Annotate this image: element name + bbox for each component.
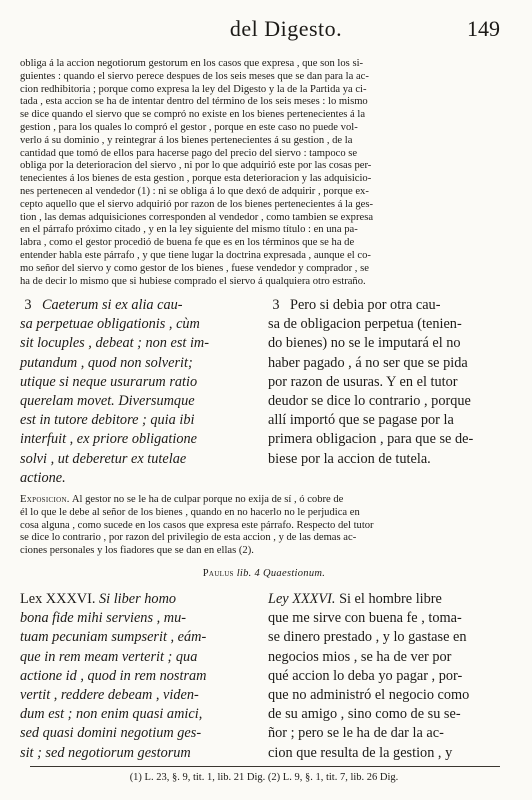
spanish-line: se dinero prestado , y lo gastase en [268, 629, 467, 646]
commentary-line: cepto aquello que el siervo adquirió por razon de los bienes pertenecientes á la ges- [20, 198, 373, 210]
latin-line: que in rem meam verterit ; qua [20, 648, 198, 665]
commentary-line: cantidad que tomó de ellos para hacerse pago del precio del siervo : tampoco se [20, 147, 358, 159]
latin-line: vertit , reddere debeam , viden- [20, 687, 199, 704]
commentary-line: se dice quando el siervo que se compró no existe en los bienes pertenecientes á la [20, 109, 366, 121]
latin-line: utique si neque usurarum ratio [20, 373, 198, 390]
exposition-line: él lo que le debe al señor de los bienes , quando en no hacerlo no le perjudica en [20, 506, 360, 518]
latin-line: querelam movet. Diversumque [20, 393, 195, 410]
spanish-line: negocios mios , se ha de ver por [268, 648, 452, 665]
latin-line: actione. [20, 469, 66, 486]
exposition-text: Al gestor no se le ha de culpar porque no exija de sí , ó cobre de [71, 494, 344, 505]
commentary-paragraph [20, 58, 508, 288]
running-head [60, 16, 512, 46]
source-attribution [20, 568, 508, 579]
latin-line: bona fide mihi serviens , mu- [20, 610, 186, 627]
spanish-line: por razon de usuras. Y en el tutor [268, 373, 458, 390]
page-title: del Digesto. [229, 16, 343, 41]
latin-line: sit locuples , debeat ; non est im- [20, 335, 210, 352]
latin-line: est in tutore debitore ; quia ibi [20, 412, 195, 429]
commentary-line: ha de decir lo mismo que si hubiese comprado el siervo á qualquiera otro estraño. [20, 275, 366, 287]
section-3-latin [20, 296, 252, 488]
paragraph-number: 3 [272, 297, 280, 313]
spanish-line: deudor se dice lo contrario , porque [268, 393, 471, 410]
lex-36-latin [20, 590, 252, 763]
exposition-line [20, 494, 508, 507]
spanish-line: ñor ; pero se le ha de dar la ac- [268, 725, 444, 742]
source-work: lib. 4 Quaestionum. [236, 568, 326, 579]
source-author: Paulus [202, 568, 234, 579]
lex-heading: Lex XXXVI. [20, 591, 96, 607]
commentary-line: tion , las demas adquisiciones corresponden al vendedor , como tambien se expresa [20, 211, 374, 223]
footnote-rule [30, 766, 500, 767]
latin-line [20, 296, 252, 315]
spanish-line: qué accion lo deba yo pagar , por- [268, 667, 463, 684]
commentary-line: entender habla este párrafo , y que tiene lugar la doctrina expresada , aunque el co- [20, 249, 371, 261]
commentary-line: guientes : quando el siervo perece despues de los seis meses que se dan para la ac- [20, 70, 369, 82]
latin-line [20, 590, 252, 609]
spanish-text: Pero si debia por otra cau- [290, 297, 441, 313]
latin-line: interfuit , ex priore obligatione [20, 431, 197, 448]
commentary-line: tenecientes á los bienes de esta gestion , porque esta deterioracion y las adquisicio- [20, 173, 372, 185]
latin-line: sit ; sed negotiorum gestorum [20, 744, 191, 761]
latin-line: dum est ; non enim quasi amici, [20, 706, 203, 723]
footnotes: (1) L. 23, §. 9, tit. 1, lib. 21 Dig. (2) L. 9, §. 1, tit. 7, lib. 26 Dig. [129, 772, 399, 783]
spanish-line: do bienes) no se le imputará el no [268, 335, 461, 352]
spanish-line: allí importó que se pagase por la [268, 412, 454, 429]
page-number: 149 [467, 16, 500, 41]
commentary-line: tada , esta accion se ha de intentar dentro del término de los seis meses : lo mismo [20, 96, 368, 108]
latin-line: putandum , quod non solverit; [20, 354, 193, 371]
ley-heading: Ley XXXVI. [268, 591, 336, 607]
commentary-line: labra , como el gestor procedió de buena fe que es en los términos que se ha de [20, 237, 355, 249]
commentary-line: gestion , para los quales lo compró el gestor , porque en este caso no puede vol- [20, 121, 358, 133]
latin-text: Caeterum si ex alia cau- [42, 297, 183, 313]
commentary-line: nes pertenecen al vendedor (1) : ni se obliga á lo que dexó de adquirir , porque ex- [20, 185, 369, 197]
spanish-line: haber pagado , á no ser que se pida [268, 354, 468, 371]
commentary-line: cion redhibitoria ; porque como expresa la ley del Digesto y la de la Partida ya ci- [20, 83, 367, 95]
latin-line: sa perpetuae obligationis , cùm [20, 316, 200, 333]
section-3-spanish [268, 296, 508, 469]
spanish-line: cion que resulta de la gestion , y [268, 744, 453, 761]
spanish-line: sa de obligacion perpetua (tenien- [268, 316, 462, 333]
exposition-line: se dice lo contrario , por razon del privilegio de esta accion , y de las demas ac- [20, 532, 357, 544]
exposition-label: Exposicion. [20, 494, 70, 505]
exposition-line: ciones personales y los fiadores que se dan en ellas (2). [20, 545, 254, 557]
exposition-paragraph [20, 494, 508, 558]
latin-line: sed quasi domini negotium ges- [20, 725, 202, 742]
commentary-line: obliga por la deterioracion del siervo , ni por lo que adquirió este por las cosas per- [20, 160, 372, 172]
latin-line: tuam pecuniam sumpserit , eám- [20, 629, 207, 646]
spanish-line: que no administró el negocio como [268, 687, 470, 704]
paragraph-number: 3 [24, 297, 32, 313]
spanish-line [268, 590, 508, 609]
spanish-line [268, 296, 508, 315]
commentary-line: verlo á su dominio , y reintegrar á los bienes pertenecientes á su gestion , de la [20, 134, 353, 146]
latin-line: solvi , ut deberetur ex tutelae [20, 450, 187, 467]
exposition-line: cosa alguna , como sucede en los casos que expresa este párrafo. Respecto del tutor [20, 519, 374, 531]
latin-line: actione id , quod in rem nostram [20, 667, 207, 684]
spanish-line: primera obligacion , para que se de- [268, 431, 474, 448]
spanish-text: Si el hombre libre [339, 591, 442, 607]
spanish-line: que me sirve con buena fe , toma- [268, 610, 462, 627]
spanish-line: de su amigo , sino como de su se- [268, 706, 461, 723]
lex-36-spanish [268, 590, 508, 763]
latin-text: Si liber homo [99, 591, 177, 607]
spanish-line: biese por la accion de tutela. [268, 450, 431, 467]
commentary-line: obliga á la accion negotiorum gestorum en los casos que expresa , que son los si- [20, 58, 364, 69]
commentary-line: en el párrafo próximo citado , y en la ley siguiente del mismo título : en una pa- [20, 224, 358, 236]
commentary-line: mo señor del siervo y como gestor de los bienes , fuese vendedor y comprador , se [20, 262, 369, 274]
